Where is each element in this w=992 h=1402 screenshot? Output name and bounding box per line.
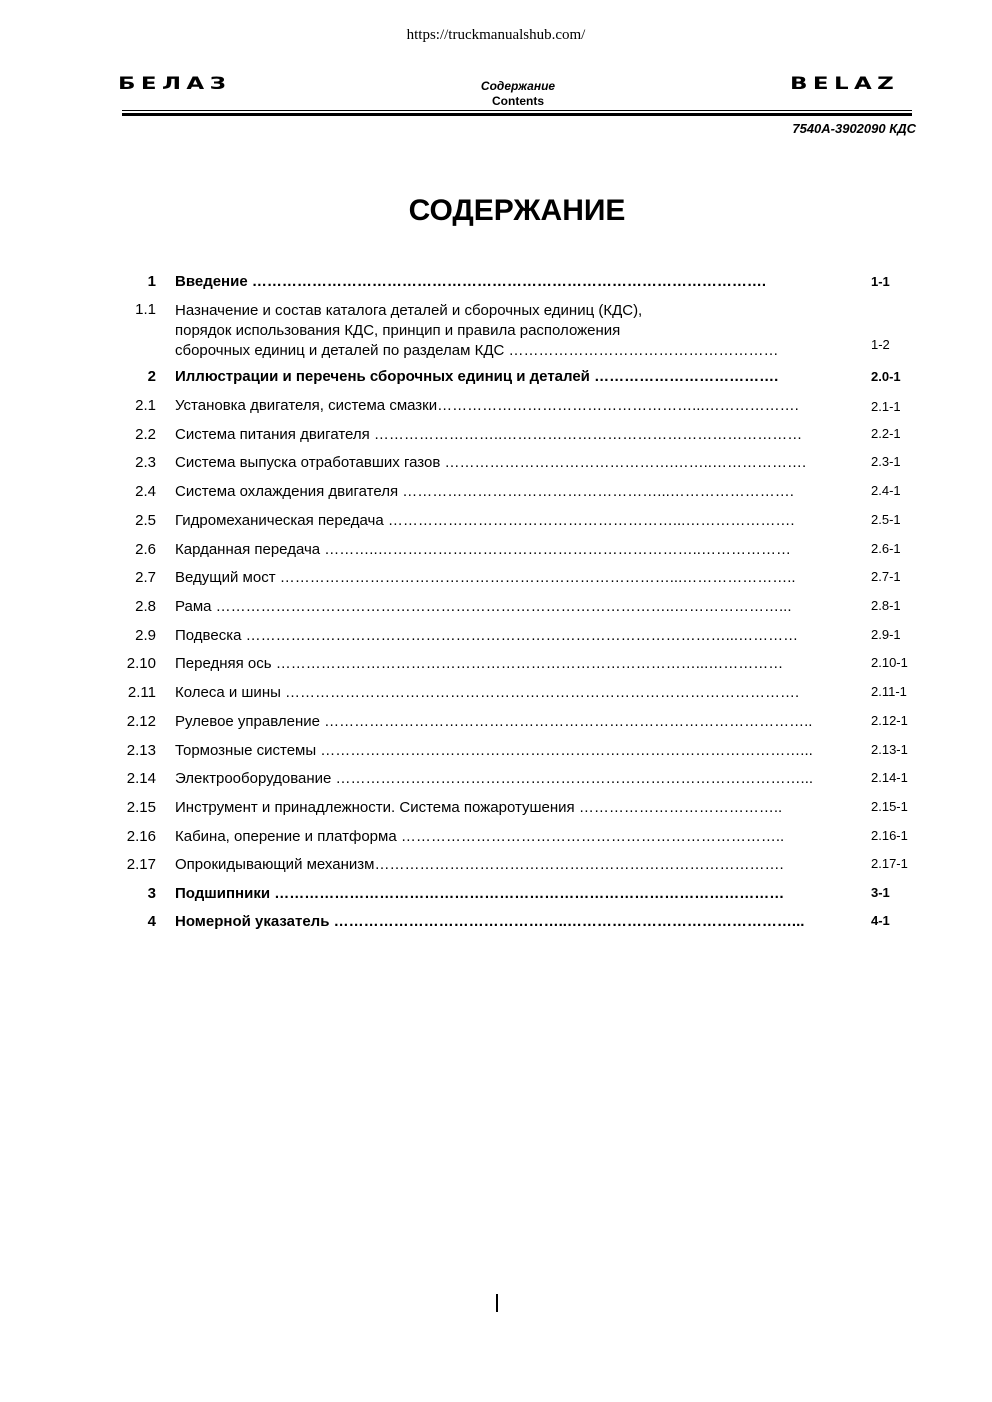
toc-title: Рулевое управление …………………………………………………………………………………….. [175, 713, 813, 730]
toc-page: 2.11-1 [871, 684, 907, 699]
toc-number: 2.12 [126, 713, 156, 730]
toc-number: 2.8 [135, 598, 156, 615]
toc-number: 2.1 [135, 397, 156, 414]
toc-number: 2.10 [126, 655, 156, 672]
toc-number: 2.4 [135, 483, 156, 500]
header-rule-thin [122, 110, 912, 111]
toc-number: 2.9 [135, 627, 156, 644]
toc-title: Карданная передача ………..………………………………………………………..……………… [175, 541, 791, 558]
toc-number: 2.6 [135, 541, 156, 558]
toc-title: Рама ………………………………………………………………………………..…………………... [175, 598, 792, 615]
toc-title: Иллюстрации и перечень сборочных единиц и деталей ………………………………. [175, 368, 779, 385]
toc-page: 3-1 [871, 885, 890, 900]
toc-number: 2.14 [126, 770, 156, 787]
toc-title: Тормозные системы ……………………………………………………………………………………... [175, 742, 813, 759]
toc-page: 2.9-1 [871, 627, 901, 642]
source-url[interactable]: https://truckmanualshub.com/ [406, 27, 586, 43]
toc-title-line: порядок использования КДС, принцип и правила расположения [175, 322, 621, 339]
toc-page: 2.12-1 [871, 713, 908, 728]
toc-number: 2.11 [127, 684, 156, 701]
toc-number: 2.16 [126, 828, 156, 845]
toc-title: Инструмент и принадлежности. Система пожаротушения ………………………………….. [175, 799, 783, 816]
page-number-mark [496, 1294, 498, 1312]
toc-title: Подшипники ………………………………………………………………………………………… [175, 885, 785, 902]
toc-title: Установка двигателя, система смазки……………………………………………...………………. [175, 397, 799, 414]
header-rule-thick [122, 113, 912, 116]
toc-page: 2.4-1 [871, 483, 901, 498]
belaz-logo-cyrillic: БЕЛАЗ [118, 74, 232, 94]
belaz-logo-latin: BELAZ [790, 74, 900, 94]
toc-number: 4 [147, 913, 156, 930]
toc-title: Кабина, оперение и платформа ………………………………………………………………….. [175, 828, 785, 845]
toc-number: 2.15 [126, 799, 156, 816]
toc-page: 1-1 [871, 274, 890, 289]
toc-page: 2.2-1 [871, 426, 901, 441]
toc-title: Гидромеханическая передача …………………………………………………...…………………. [175, 512, 795, 529]
section-title-en: Contents [492, 94, 544, 108]
toc-number: 2.7 [135, 569, 156, 586]
toc-page: 2.16-1 [871, 828, 908, 843]
toc-title: Передняя ось …………………………………………………………………………...…………… [175, 655, 784, 672]
toc-page: 2.13-1 [871, 742, 908, 757]
toc-number: 2.17 [126, 856, 156, 873]
document-code: 7540А-3902090 КДС [792, 121, 916, 136]
toc-title: Система питания двигателя ……………………..…………………………………………………… [175, 426, 803, 443]
toc-title: Ведущий мост ……………………………………………………………………...………………….. [175, 569, 796, 586]
toc-page: 2.15-1 [871, 799, 908, 814]
toc-number: 2.13 [126, 742, 156, 759]
toc-page: 2.8-1 [871, 598, 901, 613]
toc-page: 2.1-1 [871, 399, 901, 414]
toc-number: 2.3 [135, 454, 156, 471]
toc-page: 2.14-1 [871, 770, 908, 785]
toc-number: 3 [147, 885, 156, 902]
toc-page: 2.7-1 [871, 569, 901, 584]
toc-number: 2 [147, 368, 156, 385]
toc-page: 2.17-1 [871, 856, 908, 871]
toc-number: 2.5 [135, 512, 156, 529]
toc-title: Подвеска ……………………………………………………………………………………...………… [175, 627, 799, 644]
toc-title: Колеса и шины …………………………………………………………………………………………. [175, 684, 800, 701]
toc-title: Система выпуска отработавших газов ……………………………………….……..………………. [175, 454, 807, 471]
running-header [418, 79, 618, 109]
toc-title-line: Назначение и состав каталога деталей и сборочных единиц (КДС), [175, 302, 643, 319]
toc-page: 1-2 [871, 337, 890, 352]
page-number [492, 1293, 496, 1311]
toc-page: 2.6-1 [871, 541, 901, 556]
toc-title: Система охлаждения двигателя ……………………………………………...……………………. [175, 483, 794, 500]
toc-title-line: сборочных единиц и деталей по разделам КДС ……………………………………………… [175, 342, 779, 359]
toc-title: Электрооборудование …………………………………………………………………………………... [175, 770, 814, 787]
toc-title: Номерной указатель ………………………………………..………………………………………... [175, 913, 805, 930]
page-title: СОДЕРЖАНИЕ [408, 194, 626, 227]
toc-page: 4-1 [871, 913, 890, 928]
toc-page: 2.5-1 [871, 512, 901, 527]
toc-title [175, 301, 855, 361]
toc-page: 2.0-1 [871, 369, 901, 384]
toc-number: 1.1 [135, 301, 156, 318]
section-title-ru: Содержание [480, 79, 556, 93]
toc-title: Введение …………………………………………………………………………………………. [175, 273, 767, 290]
toc-number: 1 [147, 273, 156, 290]
toc-page: 2.3-1 [871, 454, 901, 469]
toc-title: Опрокидывающий механизм………………………………………………………………………. [175, 856, 784, 873]
toc-page: 2.10-1 [871, 655, 908, 670]
toc-number: 2.2 [135, 426, 156, 443]
